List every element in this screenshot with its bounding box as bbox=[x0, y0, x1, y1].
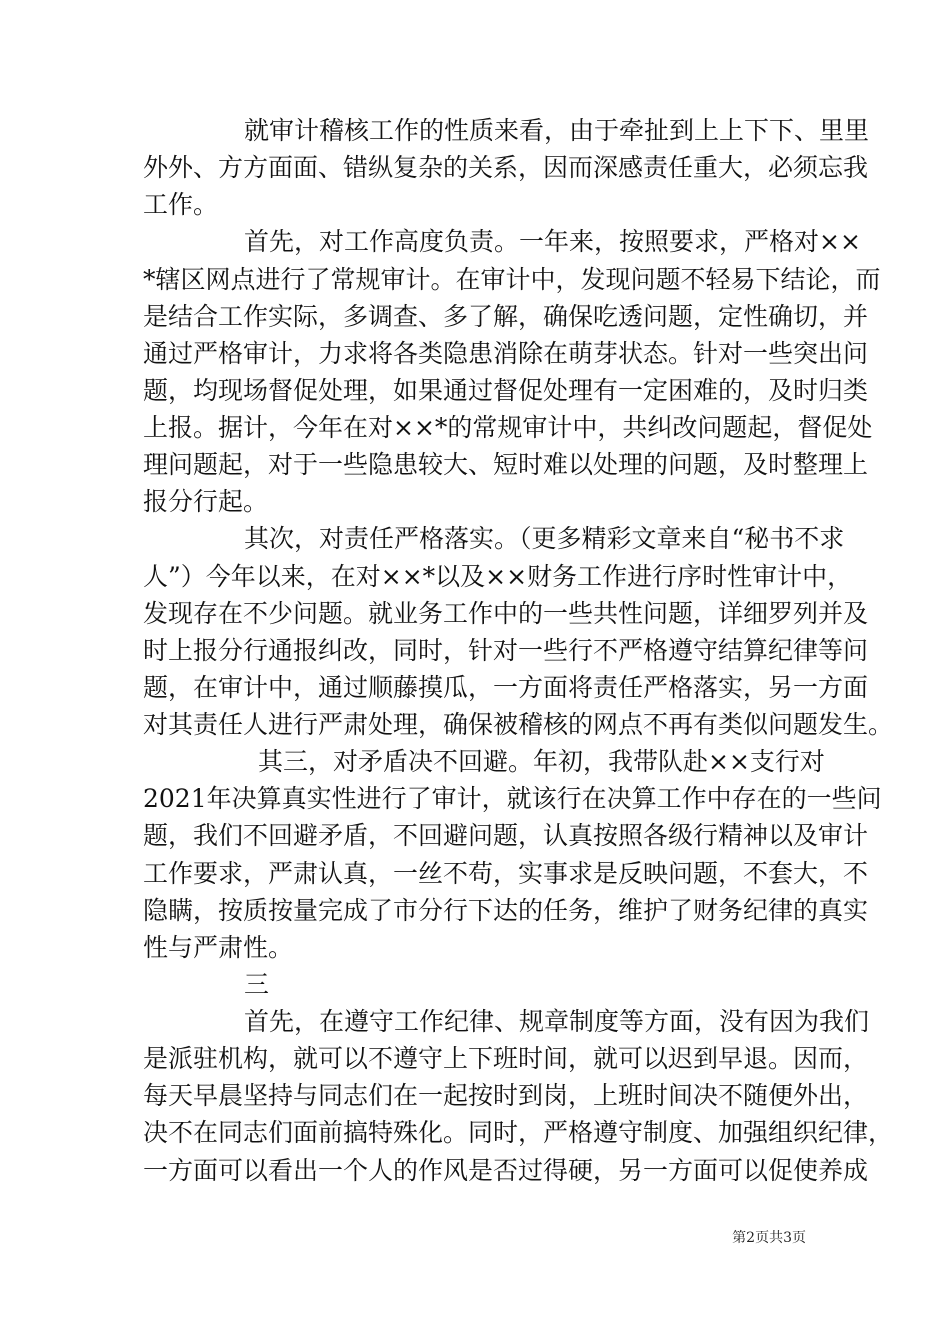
paragraph bbox=[143, 966, 807, 1003]
text-line: 对其责任人进行严肃处理，确保被稽核的网点不再有类似问题发生。 bbox=[143, 710, 894, 739]
text-line: 隐瞒，按质按量完成了市分行下达的任务，维护了财务纪律的真实 bbox=[143, 895, 869, 925]
paragraph bbox=[143, 1003, 894, 1189]
text-line: 通过严格审计，力求将各类隐患消除在萌芽状态。针对一些突出问 bbox=[143, 338, 869, 368]
text-line: 报分行起。 bbox=[143, 487, 269, 517]
text-line: 其次，对责任严格落实。（更多精彩文章来自“秘书不求 bbox=[244, 524, 845, 554]
text-line: 一方面可以看出一个人的作风是否过得硬，另一方面可以促使养成 bbox=[143, 1155, 869, 1185]
text-line: 题，我们不回避矛盾，不回避问题，认真按照各级行精神以及审计 bbox=[143, 821, 869, 851]
paragraph bbox=[143, 112, 870, 223]
text-line: 题，在审计中，通过顺藤摸瓜，一方面将责任严格落实，另一方面 bbox=[143, 672, 869, 702]
text-line: 2021年决算真实性进行了审计，就该行在决算工作中存在的一些问 bbox=[143, 784, 882, 814]
text-line: 题，均现场督促处理，如果通过督促处理有一定困难的，及时归类 bbox=[143, 375, 869, 405]
text-line: 每天早晨坚持与同志们在一起按时到岗，上班时间决不随便外出， bbox=[143, 1081, 869, 1111]
page-number-footer: 第2页共3页 bbox=[732, 1230, 806, 1246]
document-body bbox=[143, 112, 894, 1189]
text-line: 决不在同志们面前搞特殊化。同时，严格遵守制度、加强组织纪律， bbox=[143, 1118, 894, 1148]
text-line: 上报。据计，今年在对××*的常规审计中，共纠改问题起，督促处 bbox=[143, 413, 873, 442]
text-line: 三 bbox=[244, 969, 270, 999]
text-line: 首先，对工作高度负责。一年来，按照要求，严格对×× bbox=[244, 227, 861, 257]
text-line: 就审计稽核工作的性质来看，由于牵扯到上上下下、里里 bbox=[244, 116, 870, 145]
text-line: 外外、方方面面、错纵复杂的关系，因而深感责任重大，必须忘我 bbox=[143, 153, 869, 183]
paragraph bbox=[143, 520, 894, 743]
text-line: 时上报分行通报纠改，同时，针对一些行不严格遵守结算纪律等问 bbox=[143, 635, 869, 665]
text-line: 人”）今年以来，在对××*以及××财务工作进行序时性审计中， bbox=[143, 561, 853, 591]
text-line: 工作要求，严肃认真，一丝不苟，实事求是反映问题，不套大，不 bbox=[143, 858, 869, 888]
text-line: 理问题起，对于一些隐患较大、短时难以处理的问题，及时整理上 bbox=[143, 450, 869, 480]
text-line: 性与严肃性。 bbox=[143, 932, 294, 962]
paragraph bbox=[143, 743, 882, 966]
text-line: 是派驻机构，就可以不遵守上下班时间，就可以迟到早退。因而， bbox=[143, 1044, 869, 1074]
paragraph bbox=[143, 223, 881, 520]
text-line: 其三，对矛盾决不回避。年初，我带队赴××支行对 bbox=[258, 747, 825, 777]
text-line: 发现存在不少问题。就业务工作中的一些共性问题，详细罗列并及 bbox=[143, 598, 869, 628]
text-line: *辖区网点进行了常规审计。在审计中，发现问题不轻易下结论，而 bbox=[143, 264, 881, 294]
text-line: 工作。 bbox=[143, 190, 219, 220]
text-line: 是结合工作实际，多调查、多了解，确保吃透问题，定性确切，并 bbox=[143, 301, 869, 331]
text-line: 首先，在遵守工作纪律、规章制度等方面，没有因为我们 bbox=[244, 1007, 870, 1036]
